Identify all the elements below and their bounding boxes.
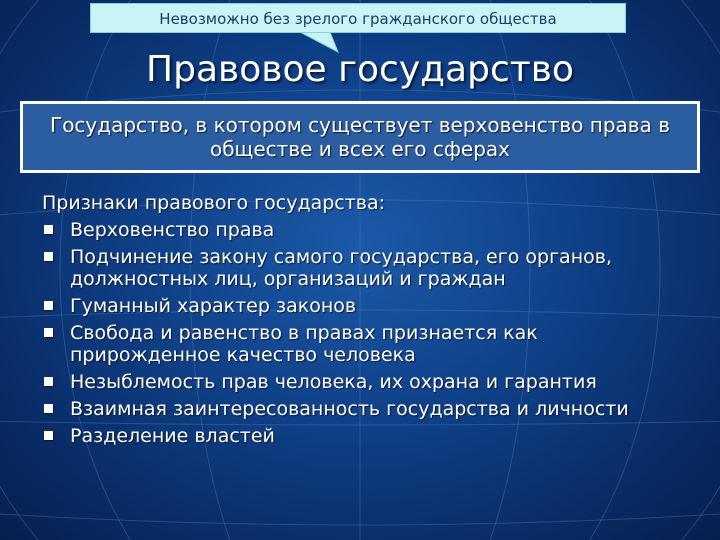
- list-heading: Признаки правового государства:: [42, 192, 386, 214]
- list-item: [42, 425, 692, 447]
- list-item: [42, 219, 692, 241]
- square-bullet-icon: [44, 301, 53, 310]
- list-item-text: Гуманный характер законов: [70, 295, 357, 317]
- list-item-text: Разделение властей: [70, 425, 275, 447]
- list-item: [42, 371, 692, 393]
- list-item-text: Взаимная заинтересованность государства и личности: [70, 398, 629, 420]
- list-item: [42, 322, 692, 366]
- list-item: [42, 398, 692, 420]
- square-bullet-icon: [44, 252, 53, 261]
- square-bullet-icon: [44, 431, 53, 440]
- square-bullet-icon: [44, 377, 53, 386]
- square-bullet-icon: [44, 404, 53, 413]
- list-item-text: Подчинение закону самого государства, его органов, должностных лиц, организаций и граждан: [70, 246, 612, 290]
- content-area: [42, 192, 692, 452]
- square-bullet-icon: [44, 328, 53, 337]
- features-list: [42, 219, 692, 447]
- callout-note: Невозможно без зрелого гражданского общества: [90, 3, 626, 33]
- slide-title: Правовое государство: [146, 49, 574, 90]
- list-item-text: Свобода и равенство в правах признается как прирожденное качество человека: [70, 322, 538, 366]
- square-bullet-icon: [44, 225, 53, 234]
- list-item-text: Верховенство права: [70, 219, 275, 241]
- list-item: [42, 295, 692, 317]
- definition-box: Государство, в котором существует верховенство права в обществе и всех его сферах: [20, 101, 700, 173]
- list-item: [42, 246, 692, 290]
- list-item-text: Незыблемость прав человека, их охрана и гарантия: [70, 371, 597, 393]
